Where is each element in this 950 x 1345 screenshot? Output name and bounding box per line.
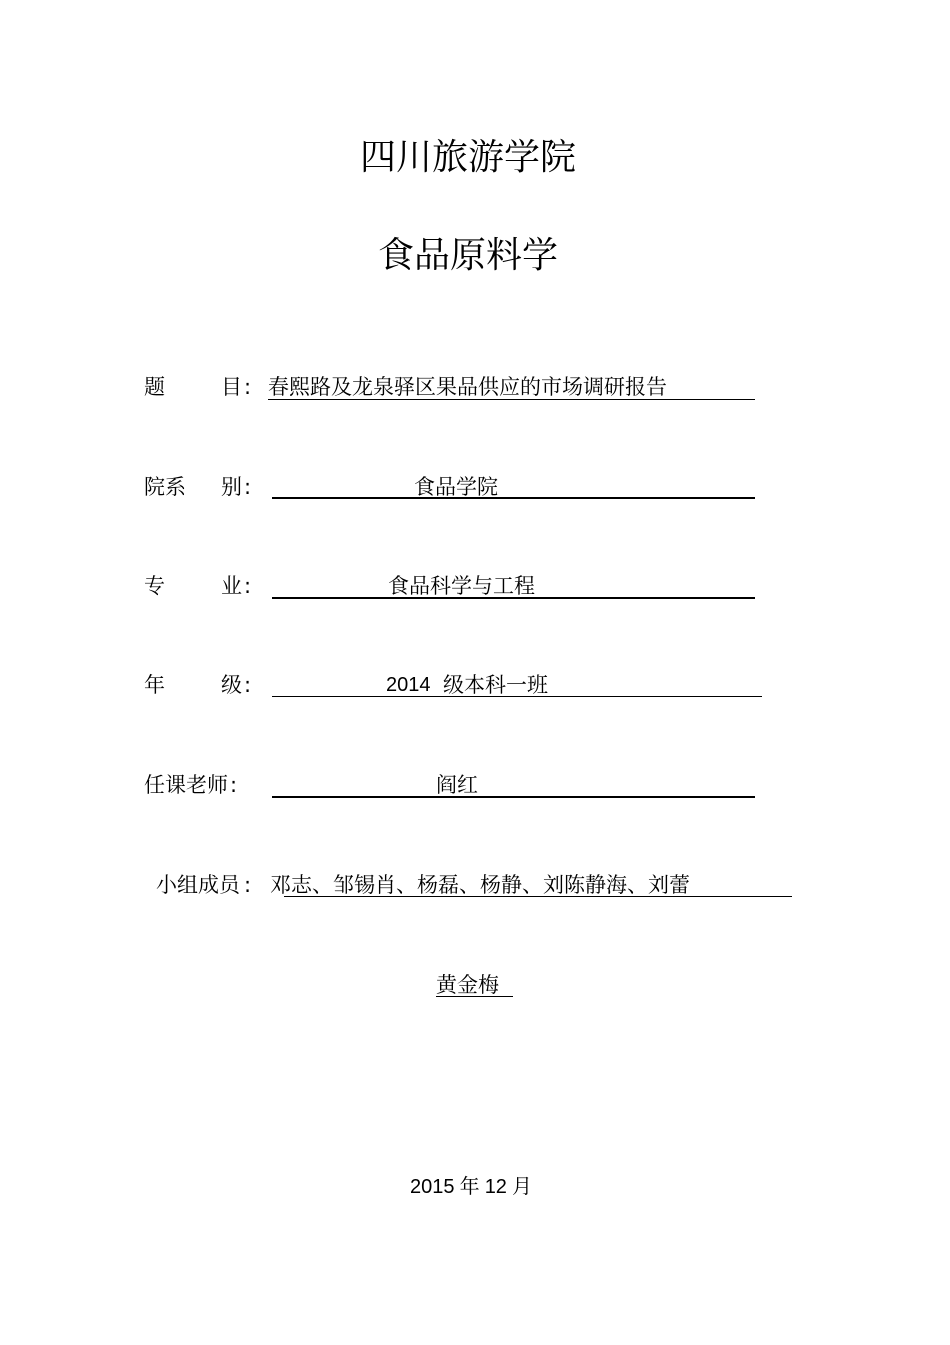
grade-label-b: 级 [221,673,242,697]
grade-value-text: 级本科一班 [443,673,548,697]
members-underline-1 [284,896,792,897]
department-underline [272,497,755,499]
topic-label-a: 题 [144,375,165,399]
grade-label-a: 年 [144,673,165,697]
topic-value: 春熙路及龙泉驿区果品供应的市场调研报告 [268,375,667,399]
topic-colon: : [244,375,252,399]
teacher-underline [272,796,755,798]
major-underline [272,597,755,599]
topic-label-b: 目 [221,375,242,399]
grade-underline [272,696,762,697]
date-month: 12 [484,1176,507,1198]
date-year-unit: 年 [459,1174,480,1198]
school-name: 四川旅游学院 [359,137,576,178]
department-label-a: 院系 [144,475,186,499]
teacher-label: 任课老师 [144,773,228,797]
members-colon: : [244,873,252,897]
date-year: 2015 [410,1176,455,1198]
department-value: 食品学院 [414,475,498,499]
date-month-unit: 月 [512,1174,533,1198]
major-label-a: 专 [144,574,165,598]
members-underline-2 [436,996,513,997]
grade-value-number: 2014 [386,674,431,696]
major-value: 食品科学与工程 [388,574,535,598]
department-colon: : [244,475,252,499]
members-value-line2: 黄金梅 [436,973,499,997]
course-title: 食品原料学 [377,235,558,276]
teacher-value: 阎红 [436,773,478,797]
major-colon: : [244,574,252,598]
grade-colon: : [244,673,252,697]
members-value-line1: 邓志、邹锡肖、杨磊、杨静、刘陈静海、刘蕾 [270,873,690,897]
topic-underline [268,399,755,400]
report-date [410,1174,532,1199]
members-label: 小组成员 [156,873,240,897]
department-label-b: 别 [221,475,242,499]
teacher-colon: : [230,773,238,797]
major-label-b: 业 [221,574,242,598]
